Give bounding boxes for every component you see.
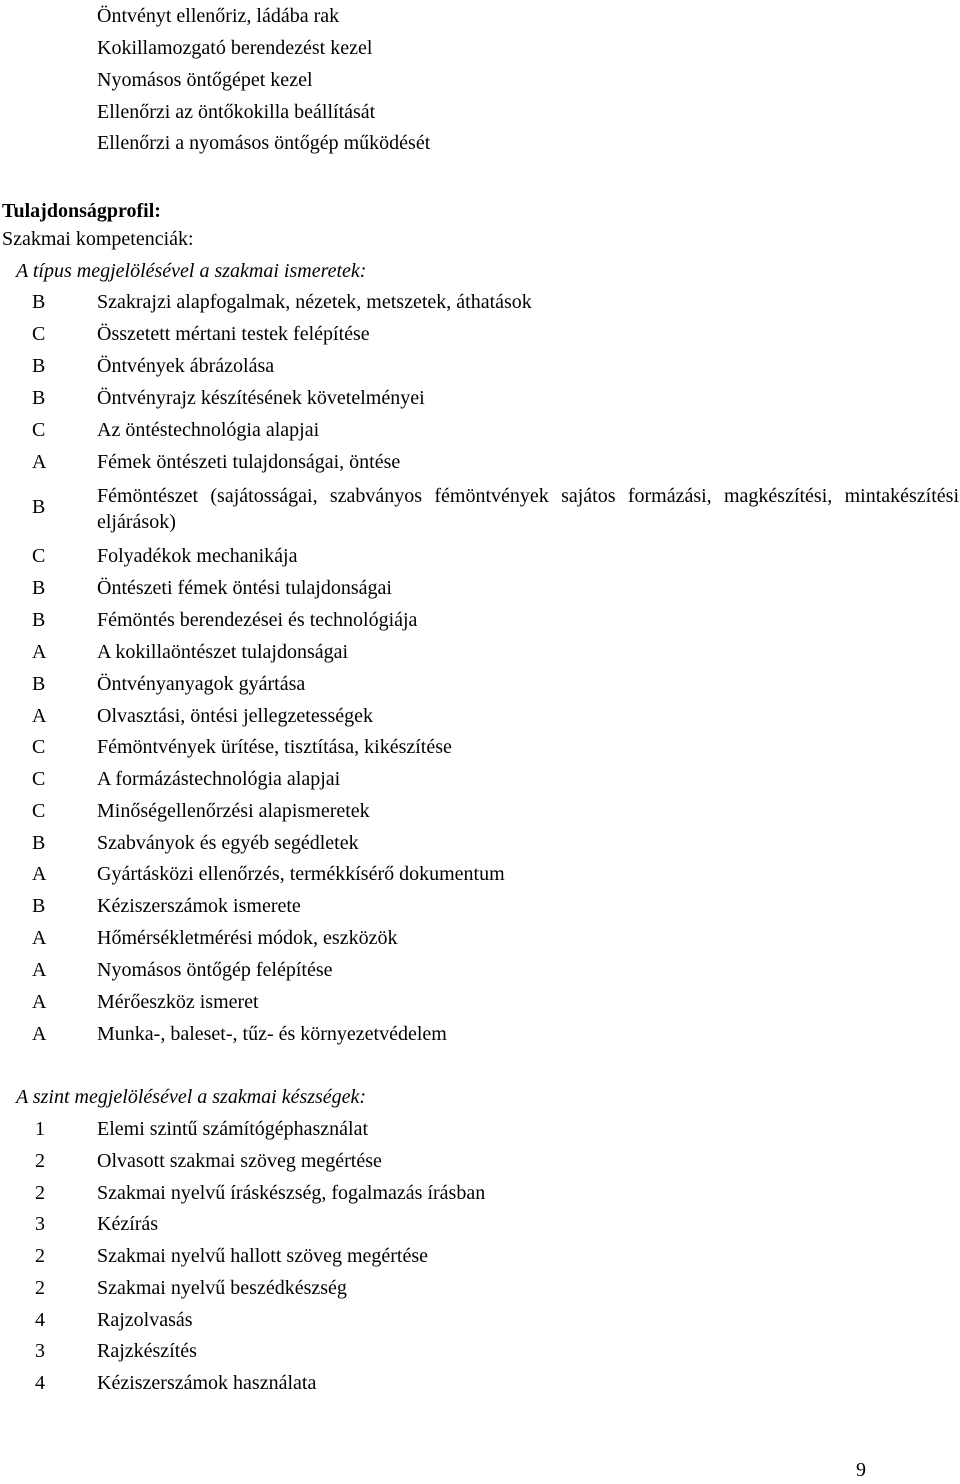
item-text: Rajzolvasás [97,1309,193,1331]
knowledge-heading: A típus megjelölésével a szakmai ismeretek: [16,260,367,282]
knowledge-item [0,924,960,952]
item-text: Öntvényanyagok gyártása [97,673,306,695]
level-code: C [32,768,46,790]
knowledge-item [0,542,960,570]
item-text: Nyomásos öntőgép felépítése [97,959,333,981]
intro-line: Ellenőrzi az öntőkokilla beállítását [97,101,376,123]
competencies-title: Szakmai kompetenciák: [2,228,194,250]
item-text: Minőségellenőrzési alapismeretek [97,800,370,822]
skill-item [0,1306,960,1334]
level-code: C [32,323,46,345]
knowledge-item [0,860,960,888]
level-code: A [32,863,47,885]
level-code: 2 [35,1150,45,1172]
item-text: Elemi szintű számítógéphasználat [97,1118,369,1140]
level-code: B [32,577,46,599]
knowledge-item [0,352,960,380]
level-code: A [32,451,47,473]
item-text: Olvasott szakmai szöveg megértése [97,1150,382,1172]
intro-line: Ellenőrzi a nyomásos öntőgép működését [97,132,431,154]
level-code: 2 [35,1277,45,1299]
skill-item [0,1179,960,1207]
item-text: A formázástechnológia alapjai [97,768,341,790]
knowledge-item [0,288,960,316]
knowledge-item [0,670,960,698]
skill-item [0,1115,960,1143]
item-text: Folyadékok mechanikája [97,545,298,567]
level-code: A [32,705,47,727]
item-text: Öntvényrajz készítésének követelményei [97,387,425,409]
item-text: Kézírás [97,1213,159,1235]
knowledge-item [0,384,960,412]
knowledge-item [0,892,960,920]
level-code: B [32,291,46,313]
knowledge-item [0,797,960,825]
item-text: Összetett mértani testek felépítése [97,323,370,345]
skill-item [0,1242,960,1270]
item-text: Szakmai nyelvű íráskészség, fogalmazás írásban [97,1182,486,1204]
level-code: A [32,1023,47,1045]
item-text: Mérőeszköz ismeret [97,991,259,1013]
level-code: 4 [35,1372,45,1394]
level-code: B [32,496,46,518]
level-code: A [32,927,47,949]
item-text: Rajzkészítés [97,1340,197,1362]
knowledge-item [0,448,960,476]
item-text: Fémöntvények ürítése, tisztítása, kikészítése [97,736,452,758]
knowledge-item [0,574,960,602]
level-code: C [32,736,46,758]
item-text: Hőmérsékletmérési módok, eszközök [97,927,398,949]
skills-heading: A szint megjelölésével a szakmai készségek: [16,1086,367,1108]
knowledge-item [0,765,960,793]
level-code: B [32,832,46,854]
level-code: A [32,991,47,1013]
level-code: 4 [35,1309,45,1331]
item-text: Szakrajzi alapfogalmak, nézetek, metszetek, áthatások [97,291,532,313]
skill-item [0,1337,960,1365]
intro-line: Kokillamozgató berendezést kezel [97,37,373,59]
knowledge-item [0,956,960,984]
item-text: Fémöntés berendezései és technológiája [97,609,418,631]
skill-item [0,1147,960,1175]
item-text: Az öntéstechnológia alapjai [97,419,320,441]
item-text: Fémöntészet (sajátosságai, szabványos fémöntvények sajátos formázási, magkészítési, mintakészítési eljárások) [97,485,959,533]
knowledge-item [0,416,960,444]
item-text: Fémek öntészeti tulajdonságai, öntése [97,451,401,473]
skill-item [0,1274,960,1302]
knowledge-item [0,638,960,666]
level-code: B [32,387,46,409]
item-text: Kéziszerszámok használata [97,1372,317,1394]
item-text: A kokillaöntészet tulajdonságai [97,641,349,663]
knowledge-item [0,829,960,857]
item-text: Öntészeti fémek öntési tulajdonságai [97,577,392,599]
level-code: 3 [35,1340,45,1362]
item-text: Munka-, baleset-, tűz- és környezetvédelem [97,1023,447,1045]
knowledge-item [0,733,960,761]
level-code: 2 [35,1182,45,1204]
level-code: C [32,545,46,567]
level-code: 2 [35,1245,45,1267]
level-code: 1 [35,1118,45,1140]
level-code: 3 [35,1213,45,1235]
item-text: Öntvények ábrázolása [97,355,275,377]
knowledge-item [0,320,960,348]
knowledge-item [0,1020,960,1048]
item-text: Kéziszerszámok ismerete [97,895,301,917]
level-code: C [32,419,46,441]
profile-title: Tulajdonságprofil: [2,200,161,222]
knowledge-item [0,702,960,730]
level-code: B [32,895,46,917]
item-text: Gyártásközi ellenőrzés, termékkísérő dokumentum [97,863,505,885]
page-number: 9 [856,1459,866,1481]
item-text: Szabványok és egyéb segédletek [97,832,359,854]
item-text: Olvasztási, öntési jellegzetességek [97,705,374,727]
level-code: A [32,641,47,663]
level-code: A [32,959,47,981]
skill-item [0,1210,960,1238]
level-code: B [32,609,46,631]
item-text: Szakmai nyelvű hallott szöveg megértése [97,1245,429,1267]
level-code: B [32,355,46,377]
level-code: C [32,800,46,822]
item-text: Szakmai nyelvű beszédkészség [97,1277,347,1299]
knowledge-item [0,606,960,634]
knowledge-item [0,988,960,1016]
skill-item [0,1369,960,1397]
intro-line: Nyomásos öntőgépet kezel [97,69,313,91]
level-code: B [32,673,46,695]
intro-line: Öntvényt ellenőriz, ládába rak [97,5,340,27]
